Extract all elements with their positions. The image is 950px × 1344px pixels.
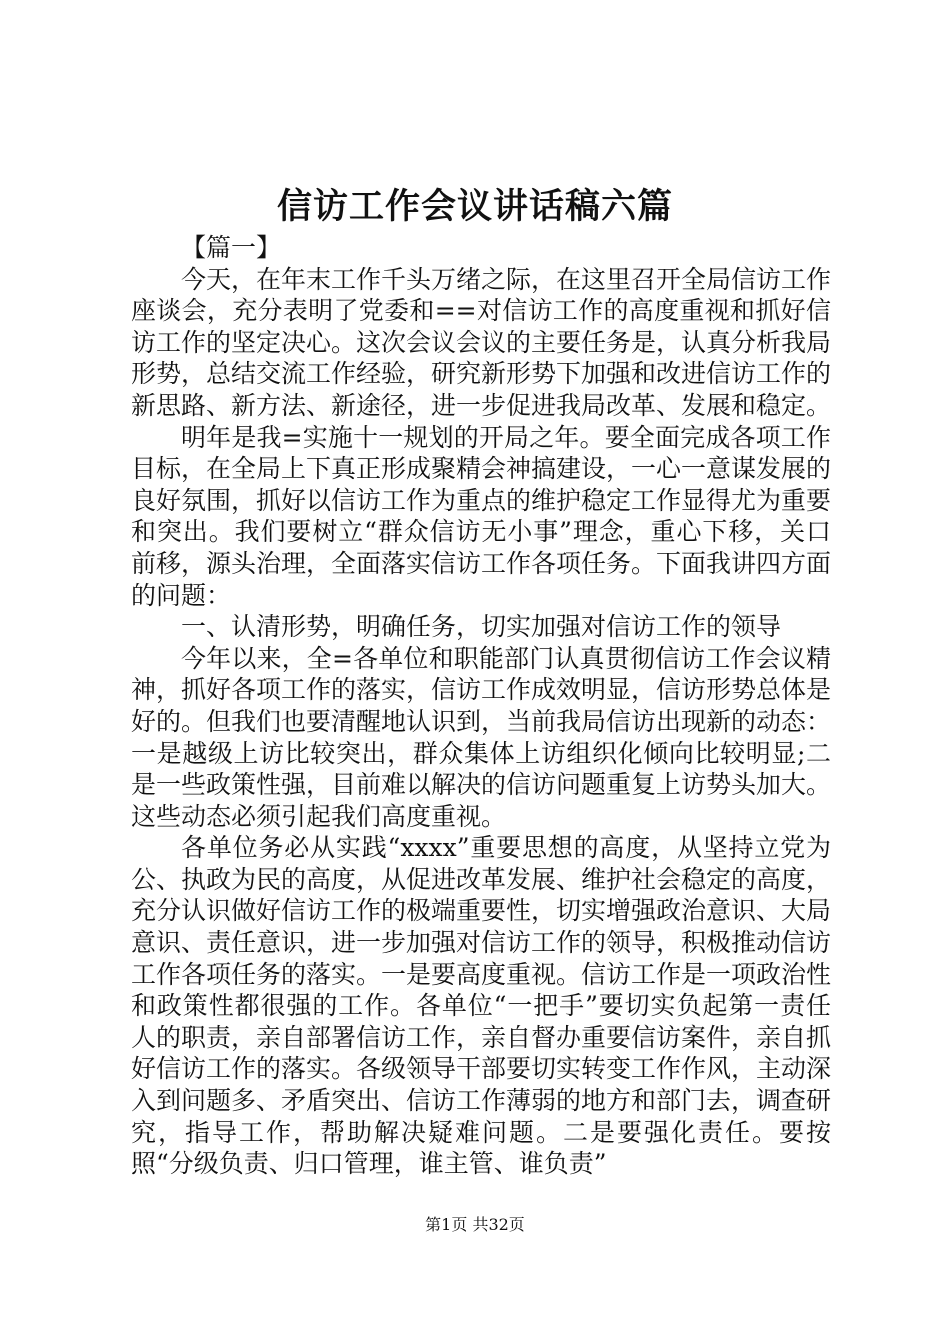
document-body bbox=[131, 232, 831, 1180]
paragraph: 各单位务必从实践“xxxx”重要思想的高度，从坚持立党为公、执政为民的高度，从促进改革发展、维护社会稳定的高度，充分认识做好信访工作的极端重要性，切实增强政治意识、大局意识、责任意识，进一步加强对信访工作的领导，积极推动信访工作各项任务的落实。一是要高度重视。信访工作是一项政治性和政策性都很强的工作。各单位“一把手”要切实负起第一责任人的职责，亲自部署信访工作，亲自督办重要信访案件，亲自抓好信访工作的落实。各级领导干部要切实转变工作作风，主动深入到问题多、矛盾突出、信访工作薄弱的地方和部门去，调查研究，指导工作，帮助解决疑难问题。二是要强化责任。要按照“分级负责、归口管理，谁主管、谁负责” bbox=[131, 833, 832, 1179]
subsection-heading: 一、认清形势，明确任务，切实加强对信访工作的领导 bbox=[181, 612, 782, 642]
paragraph: 今年以来，全=各单位和职能部门认真贯彻信访工作会议精神，抓好各项工作的落实，信访工作成效明显，信访形势总体是好的。但我们也要清醒地认识到，当前我局信访出现新的动态：一是越级上访比较突出，群众集体上访组织化倾向比较明显;二是一些政策性强，目前难以解决的信访问题重复上访势头加大。这些动态必须引起我们高度重视。 bbox=[131, 643, 832, 831]
page-number: 第1页 共32页 bbox=[425, 1215, 525, 1234]
paragraph: 今天，在年末工作千头万绪之际，在这里召开全局信访工作座谈会，充分表明了党委和==对信访工作的高度重视和抓好信访工作的坚定决心。这次会议会议的主要任务是，认真分析我局形势，总结交流工作经验，研究新形势下加强和改进信访工作的新思路、新方法、新途径，进一步促进我局改革、发展和稳定。 bbox=[131, 264, 832, 420]
document-title: 信访工作会议讲话稿六篇 bbox=[276, 186, 673, 227]
paragraph: 明年是我=实施十一规划的开局之年。要全面完成各项工作目标，在全局上下真正形成聚精会神搞建设，一心一意谋发展的良好氛围，抓好以信访工作为重点的维护稳定工作显得尤为重要和突出。我们要树立“群众信访无小事”理念，重心下移，关口前移，源头治理，全面落实信访工作各项任务。下面我讲四方面的问题： bbox=[131, 422, 832, 610]
section-heading: 【篇一】 bbox=[181, 233, 282, 262]
